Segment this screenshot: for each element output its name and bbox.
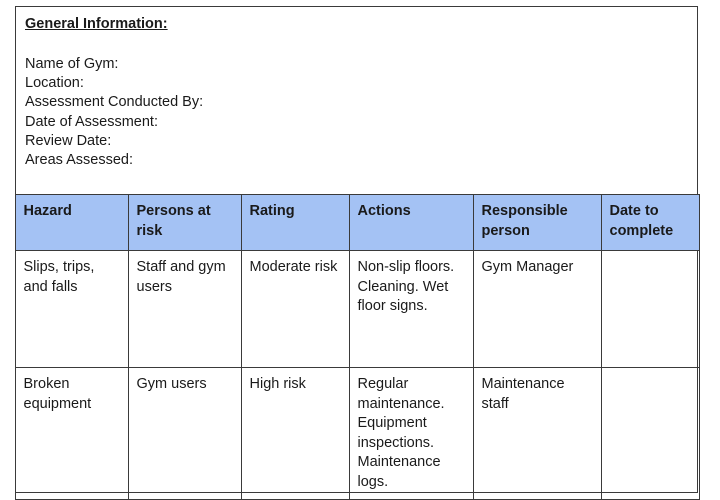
cell-actions: Regular maintenance. Equipment inspections. Maintenance logs. [349, 368, 473, 500]
cell-rating: Moderate risk [241, 251, 349, 368]
column-header-hazard: Hazard [15, 195, 128, 251]
table-row [15, 251, 699, 368]
field-date-of-assessment: Date of Assessment: [25, 113, 158, 130]
column-header-rating: Rating [241, 195, 349, 251]
cell-hazard: Broken equipment [15, 368, 128, 500]
cell-rating: High risk [241, 368, 349, 500]
cell-persons-at-risk: Staff and gym users [128, 251, 241, 368]
general-information-heading: General Information: [25, 16, 168, 32]
cell-responsible-person: Gym Manager [473, 251, 601, 368]
field-areas-assessed: Areas Assessed: [25, 152, 133, 169]
cell-actions: Non-slip floors. Cleaning. Wet floor signs. [349, 251, 473, 368]
field-assessment-conducted-by: Assessment Conducted By: [25, 94, 204, 111]
table-header-row [15, 195, 699, 251]
column-header-persons-at-risk: Persons at risk [128, 195, 241, 251]
cell-responsible-person: Maintenance staff [473, 368, 601, 500]
cell-date-to-complete [601, 251, 699, 368]
column-header-responsible-person: Responsible person [473, 195, 601, 251]
column-header-actions: Actions [349, 195, 473, 251]
cell-date-to-complete [601, 368, 699, 500]
cell-persons-at-risk: Gym users [128, 368, 241, 500]
field-location: Location: [25, 75, 84, 92]
column-header-date-to-complete: Date to complete [601, 195, 699, 251]
general-information-fields [25, 55, 203, 170]
general-information-section [16, 7, 697, 194]
field-review-date: Review Date: [25, 132, 112, 149]
table-row [15, 368, 699, 500]
risk-assessment-sheet [15, 6, 698, 493]
cell-hazard: Slips, trips, and falls [15, 251, 128, 368]
field-name-of-gym: Name of Gym: [25, 56, 119, 72]
hazard-table [15, 194, 700, 500]
